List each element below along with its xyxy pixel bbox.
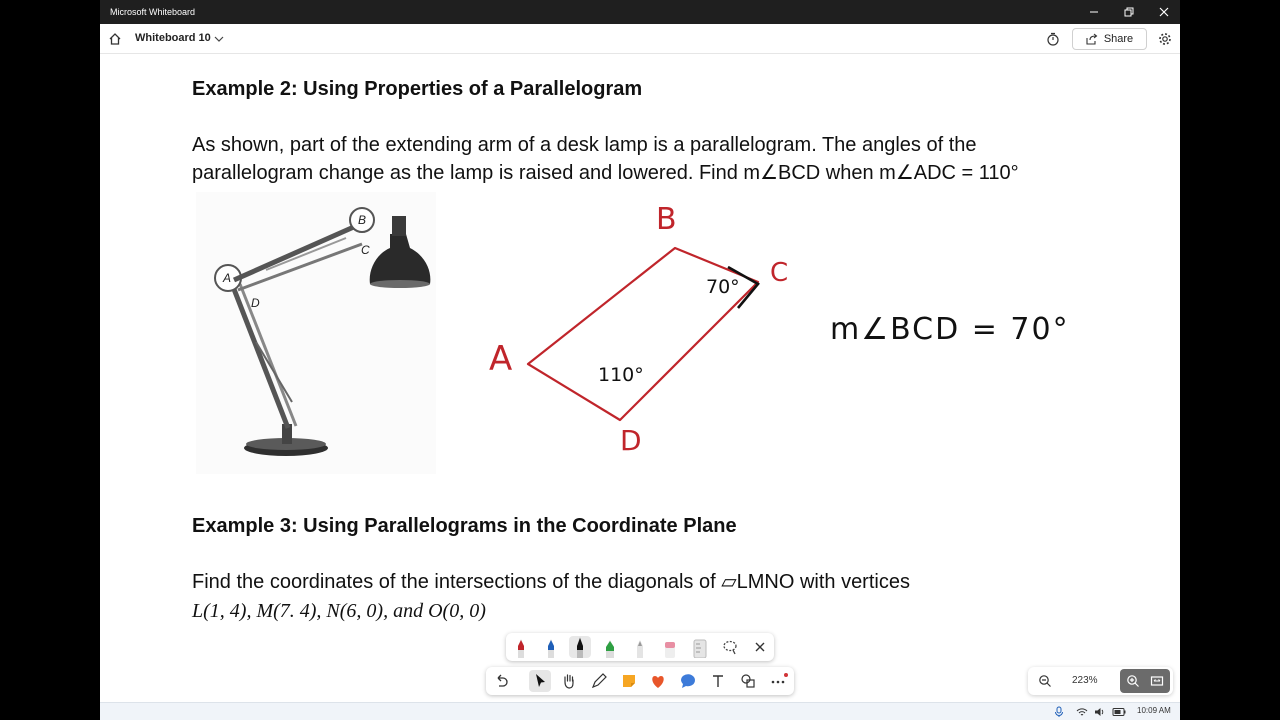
blue-pen-icon[interactable] xyxy=(540,636,562,658)
sticky-note-icon[interactable] xyxy=(618,670,640,692)
example2-line2: parallelogram change as the lamp is raised and lowered. Find m∠BCD when m∠ADC = 110° xyxy=(192,162,1019,184)
example2-heading: Example 2: Using Properties of a Parallelogram xyxy=(192,78,643,100)
app-header xyxy=(100,24,1180,54)
ink-pen-icon[interactable] xyxy=(588,670,610,692)
chevron-down-icon[interactable] xyxy=(214,35,224,43)
close-window-button[interactable] xyxy=(1146,0,1180,24)
window-title: Microsoft Whiteboard xyxy=(110,7,196,17)
desk-lamp-image xyxy=(196,192,436,474)
lamp-label-b: B xyxy=(358,213,367,227)
select-pointer-icon[interactable] xyxy=(529,670,551,692)
main-toolbar xyxy=(486,667,794,695)
minimize-icon xyxy=(1089,7,1099,17)
sketch-vertex-c: C xyxy=(770,258,789,288)
ruler-icon[interactable] xyxy=(689,636,711,658)
lasso-select-icon[interactable] xyxy=(719,636,741,658)
pencil-icon[interactable] xyxy=(629,636,651,658)
taskbar-clock: 10:09 AM xyxy=(1137,706,1171,715)
sketch-angle-d: 110° xyxy=(598,364,644,386)
sketch-angle-c: 70° xyxy=(706,276,740,298)
black-pen-icon[interactable] xyxy=(569,636,591,658)
text-tool-icon[interactable] xyxy=(707,670,729,692)
sketch-answer: m∠BCD = 70° xyxy=(830,312,1070,347)
undo-icon[interactable] xyxy=(490,670,512,692)
home-icon[interactable] xyxy=(108,32,122,46)
more-options-icon[interactable] xyxy=(767,670,789,692)
example3-line2: L(1, 4), M(7. 4), N(6, 0), and O(0, 0) xyxy=(192,600,486,622)
green-highlighter-icon[interactable] xyxy=(599,636,621,658)
zoom-level: 223% xyxy=(1072,675,1098,686)
zoom-in-icon[interactable] xyxy=(1126,674,1140,688)
whiteboard-canvas[interactable] xyxy=(100,54,1180,720)
board-name[interactable]: Whiteboard 10 xyxy=(135,32,211,44)
share-label: Share xyxy=(1103,33,1134,45)
lamp-label-a: A xyxy=(223,271,232,285)
close-tray-icon[interactable] xyxy=(749,636,771,658)
minimize-button[interactable] xyxy=(1076,0,1112,24)
parallelogram-sketch[interactable] xyxy=(480,204,810,464)
battery-icon[interactable] xyxy=(1112,707,1126,717)
shapes-icon[interactable] xyxy=(737,670,759,692)
wifi-icon[interactable] xyxy=(1076,706,1088,718)
sketch-vertex-d: D xyxy=(620,424,642,457)
timer-icon[interactable] xyxy=(1046,32,1060,46)
sketch-vertex-a: A xyxy=(489,339,513,379)
microphone-icon[interactable] xyxy=(1054,706,1064,718)
title-bar xyxy=(100,0,1180,24)
settings-gear-icon[interactable] xyxy=(1158,32,1172,46)
zoom-control xyxy=(1028,667,1173,695)
eraser-icon[interactable] xyxy=(659,636,681,658)
example3-line1: Find the coordinates of the intersections of the diagonals of ▱LMNO with vertices xyxy=(192,571,910,593)
example2-line1: As shown, part of the extending arm of a desk lamp is a parallelogram. The angles of the xyxy=(192,134,977,156)
sketch-vertex-b: B xyxy=(656,202,677,237)
close-icon xyxy=(1159,7,1169,17)
restore-button[interactable] xyxy=(1111,0,1147,24)
zoom-out-icon[interactable] xyxy=(1038,674,1052,688)
share-icon xyxy=(1086,33,1098,45)
whiteboard-app xyxy=(100,0,1180,720)
share-button[interactable] xyxy=(1072,28,1147,50)
zoom-in-fit-group xyxy=(1120,669,1170,693)
lamp-label-c: C xyxy=(361,243,370,257)
reactions-heart-icon[interactable] xyxy=(647,670,669,692)
pan-hand-icon[interactable] xyxy=(558,670,580,692)
fit-to-screen-icon[interactable] xyxy=(1150,674,1164,688)
restore-icon xyxy=(1124,7,1134,17)
volume-icon[interactable] xyxy=(1094,706,1106,718)
lamp-label-d: D xyxy=(251,296,260,310)
example3-heading: Example 3: Using Parallelograms in the Coordinate Plane xyxy=(192,515,737,537)
taskbar xyxy=(100,702,1180,720)
red-pen-icon[interactable] xyxy=(510,636,532,658)
comment-icon[interactable] xyxy=(677,670,699,692)
pen-tray xyxy=(506,633,774,661)
